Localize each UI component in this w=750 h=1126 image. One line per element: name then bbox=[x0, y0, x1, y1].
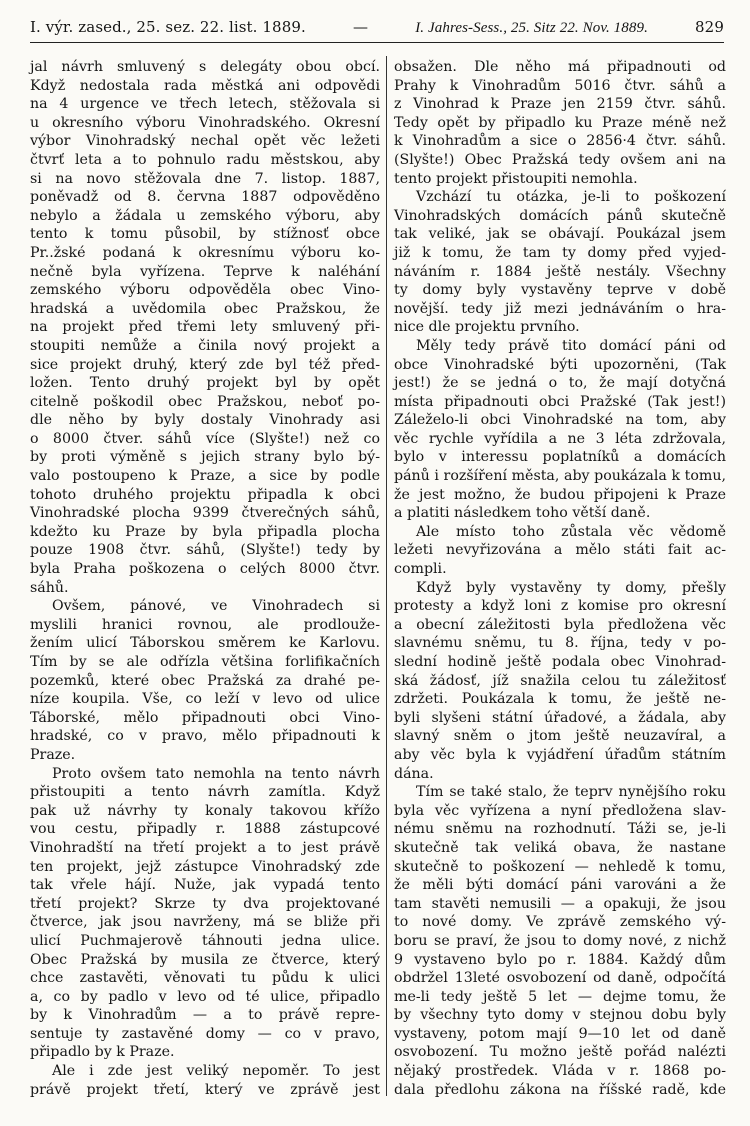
right-column bbox=[394, 58, 726, 1099]
text-line: skutečně tak veliká obava, že nastane bbox=[394, 839, 726, 856]
text-line: sentuje ty zastavěné domy — co v pravo, bbox=[30, 1025, 380, 1042]
text-line: slavný sněm o jtom ještě neuzavíral, a bbox=[394, 728, 726, 745]
text-line: nečně byla vyřízena. Teprve k naléhání bbox=[30, 263, 380, 280]
text-line: obsažen. Dle něho má připadnouti od bbox=[394, 59, 726, 75]
text-line: vystaveny, potom mají 9—10 let od daně bbox=[394, 1025, 726, 1042]
text-line: čtverce, jak jsou navrženy, má se bliže při bbox=[30, 914, 380, 931]
text-line: Proto ovšem tato nemohla na tento návrh bbox=[52, 765, 380, 782]
text-line: zemského výboru odpověděla obec Vino- bbox=[30, 282, 380, 299]
text-line: nice dle projektu prvního. bbox=[394, 319, 580, 336]
text-line: třetí projekt? Skrze ty dva projektované bbox=[30, 895, 380, 912]
text-line: a platiti následkem toho větší daně. bbox=[394, 505, 651, 522]
text-line: Vzchází tu otázka, je-li to poškození bbox=[416, 189, 726, 206]
text-line: jal návrh smluvený s delegáty obou obcí. bbox=[30, 59, 380, 75]
text-line: náváním r. 1884 ještě nestály. Všechny bbox=[394, 263, 726, 280]
text-line: me-li tedy ještě 5 let — dejme tomu, že bbox=[394, 988, 726, 1005]
left-column bbox=[30, 58, 380, 1099]
text-line: tento projekt přistoupiti nemohla. bbox=[394, 170, 638, 187]
running-header bbox=[30, 16, 724, 39]
header-left: I. výr. zased., 25. sez. 22. list. 1889. bbox=[30, 18, 306, 36]
text-line: žením ulicí Táborskou směrem ke Karlovu. bbox=[30, 635, 380, 652]
header-separator: — bbox=[352, 18, 369, 36]
text-line: a obecní záležitosti byla předložena věc bbox=[394, 616, 726, 633]
text-line: Obec Pražská by musila ze čtverce, který bbox=[30, 951, 380, 968]
text-line: Když nedostala rada městká ani odpovědi bbox=[30, 77, 380, 94]
text-line: o 8000 čtver. sáhů více (Slyšte!) než co bbox=[30, 430, 380, 447]
text-line: Ovšem, pánové, ve Vinohradech si bbox=[52, 598, 380, 615]
text-line: přistoupiti a tento návrh zamítla. Když bbox=[30, 784, 380, 801]
text-line: Táborské, mělo připadnouti obci Vino- bbox=[30, 709, 380, 726]
text-line: Vinohradští na třetí projekt a to jest právě bbox=[30, 839, 380, 856]
text-line: sáhů. bbox=[30, 579, 69, 596]
text-line: aby věc byla k vyjádření úřadům státním bbox=[394, 746, 726, 763]
text-line: místa připadnouti obci Pražské (Tak jest!) bbox=[394, 393, 726, 410]
text-line: hradská a uvědomila obec Pražskou, že bbox=[30, 300, 380, 317]
text-line: obce Vinohradské býti upozorněni, (Tak bbox=[394, 356, 726, 373]
header-right: I. Jahres-Sess., 25. Sitz 22. Nov. 1889. bbox=[415, 20, 648, 36]
text-line: ložen. Tento druhý projekt byl by opět bbox=[30, 375, 380, 392]
text-line: sice projekt druhý, který zde byl též před- bbox=[30, 356, 380, 373]
text-line: (Slyšte!) Obec Pražská tedy ovšem ani na bbox=[394, 151, 726, 168]
text-line: poněvadž od 8. června 1887 odpověděno bbox=[30, 189, 380, 206]
text-line: již k tomu, že tam ty domy před vyjed- bbox=[394, 244, 726, 261]
text-line: by všechny tyto domy v stejnou dobu byly bbox=[394, 1007, 726, 1024]
text-line: Praze. bbox=[30, 746, 76, 763]
text-line: vou cestu, připadly r. 1888 zástupcové bbox=[30, 821, 380, 838]
text-line: obdržel 13leté osvobození od daně, odpočítá bbox=[394, 970, 726, 987]
text-line: chce zastavěti, věnovati tu půdu k ulici bbox=[30, 970, 380, 987]
text-line: hradské, co v pravo, mělo připadnouti k bbox=[30, 728, 380, 745]
text-line: Záleželo-li obci Vinohradské na tom, aby bbox=[394, 412, 726, 429]
text-line: boru se praví, že jsou to domy nové, z nichž bbox=[394, 932, 726, 949]
text-line: by proti výměně s jejich strany bylo bý- bbox=[30, 449, 380, 466]
text-line: Prahy k Vinohradům 5016 čtvr. sáhů a bbox=[394, 77, 726, 94]
text-line: k Vinohradům a sice o 2856·4 čtvr. sáhů. bbox=[394, 133, 726, 150]
text-line: a, co by padlo v levo od té ulice, připadlo bbox=[30, 988, 380, 1005]
text-line: Ale i zde jest veliký nepoměr. To jest bbox=[52, 1063, 380, 1080]
text-line: pozemků, které obec Pražská za drahé pe- bbox=[30, 672, 380, 689]
text-line: výbor Vinohradský nechal opět věc ležeti bbox=[30, 133, 380, 150]
page-number: 829 bbox=[695, 18, 724, 36]
text-line: Když byly vystavěny ty domy, přešly bbox=[416, 579, 726, 596]
text-line: tak veliké, jak se obávají. Poukázal jsem bbox=[394, 226, 726, 243]
text-line: Tím se také stalo, že teprv nynějšího roku bbox=[416, 784, 726, 801]
text-line: připadlo by k Praze. bbox=[30, 1044, 175, 1061]
text-line: kdežto ku Praze by byla připadla plocha bbox=[30, 523, 380, 540]
text-line: slední hodině ještě podala obec Vinohrad- bbox=[394, 654, 726, 670]
text-line: by k Vinohradům — a to právě repre- bbox=[30, 1007, 380, 1024]
text-line: že měli býti domácí páni varováni a že bbox=[394, 877, 726, 894]
text-line: čtvrť leta a to pohnulo radu městskou, aby bbox=[30, 151, 380, 168]
header-rule bbox=[30, 42, 724, 43]
text-line: valo postoupeno k Praze, a sice by podle bbox=[30, 468, 380, 485]
text-line: jest!) že se jedná o to, že mají dotyčná bbox=[394, 375, 726, 392]
text-line: Tím by se ale odřízla většina forlifikačních bbox=[30, 654, 380, 670]
text-line: ská žádosť, jíž snažila celou tu záležitosť bbox=[394, 672, 726, 689]
text-line: byli slyšeni státní úřadové, a žádala, aby bbox=[394, 709, 726, 726]
text-line: byla věc vyřízena a nyní předložena slav- bbox=[394, 802, 726, 819]
text-line: bylo v interessu poplatníků a domácích bbox=[394, 449, 726, 466]
text-line: stoupiti nemůže a činila nový projekt a bbox=[30, 337, 380, 354]
text-line: nějaký prostředek. Vláda v r. 1868 po- bbox=[394, 1063, 726, 1080]
text-line: Měly tedy právě tito domácí páni od bbox=[416, 337, 726, 354]
text-line: u okresního výboru Vinohradského. Okresní bbox=[30, 114, 380, 131]
text-line: z Vinohrad k Praze jen 2159 čtvr. sáhů. bbox=[394, 96, 726, 113]
text-line: pak už návrhy ty konaly takovou křížo bbox=[30, 802, 380, 819]
text-line: tak vřele hájí. Nuže, jak vypadá tento bbox=[30, 877, 380, 894]
text-line: ležeti nevyřizována a mělo státi fait ac- bbox=[394, 542, 726, 559]
text-line: tam stavěti nemusili — a opakuji, že jsou bbox=[394, 895, 726, 912]
text-line: na 4 urgence ve třech letech, stěžovala si bbox=[30, 96, 380, 113]
text-line: níze koupila. Vše, co leží v levo od ulice bbox=[30, 691, 380, 708]
text-line: zdržeti. Poukázala k tomu, že ještě ne- bbox=[394, 691, 726, 708]
text-line: si na novo stěžovala dne 7. listop. 1887, bbox=[30, 170, 380, 187]
text-line: novější. tedy již mezi jednáváním o hra- bbox=[394, 300, 726, 317]
text-line: ten projekt, jejž zástupce Vinohradský zde bbox=[30, 858, 380, 875]
text-line: dána. bbox=[394, 765, 434, 782]
text-line: skutečně to poškození — nehledě k tomu, bbox=[394, 858, 726, 875]
text-line: protesty a když loni z komise pro okresní bbox=[394, 598, 726, 615]
text-line: Ale místo toho zůstala věc vědomě bbox=[416, 523, 726, 540]
text-line: dle něho by byly dostaly Vinohrady asi bbox=[30, 412, 380, 429]
text-line: byla Praha poškozena o celých 8000 čtvr. bbox=[30, 561, 380, 578]
text-line: pouze 1908 čtvr. sáhů, (Slyšte!) tedy by bbox=[30, 542, 380, 559]
text-line: to nové domy. Ve zprávě zemského vý- bbox=[394, 914, 726, 931]
text-line: Vinohradské plocha 9399 čtverečných sáhů, bbox=[30, 505, 380, 522]
text-line: právě projekt třetí, který ve zprávě jest bbox=[30, 1081, 380, 1098]
text-line: věc rychle vyřídila a ne 3 léta zdržovala, bbox=[394, 430, 726, 447]
text-line: dala předlohu zákona na říšské radě, kde bbox=[394, 1081, 726, 1098]
text-line: nému sněmu na rozhodnutí. Táži se, je-li bbox=[394, 821, 726, 838]
text-line: Vinohradských domácích pánů skutečně bbox=[394, 207, 726, 224]
text-line: že jest možno, že budou připojeni k Praze bbox=[394, 486, 726, 503]
text-line: slavnému sněmu, tu 8. října, tedy v po- bbox=[394, 635, 726, 652]
text-line: osvobození. Tu možno ještě pořád nalézti bbox=[394, 1044, 726, 1061]
text-line: tento k tomu působil, by stížnosť obce bbox=[30, 226, 380, 243]
text-line: compli. bbox=[394, 561, 447, 578]
text-line: myslili hranici rovnou, ale prodlouže- bbox=[30, 616, 380, 633]
text-line: nebylo a žádala u zemského výboru, aby bbox=[30, 207, 380, 224]
text-line: ty domy byly vystavěny teprve v době bbox=[394, 282, 726, 299]
text-line: Tedy opět by připadlo ku Praze méně než bbox=[394, 114, 726, 131]
text-line: na projekt před třemi lety smluvený při- bbox=[30, 319, 380, 336]
text-line: 9 vystaveno bylo po r. 1884. Každý dům bbox=[394, 951, 726, 968]
text-line: ulicí Puchmajerově táhnouti jedna ulice. bbox=[30, 932, 380, 949]
text-line: Pr..žské podaná k okresnímu výboru ko- bbox=[30, 244, 380, 261]
text-line: pánů i rozšíření města, aby poukázala k tomu, bbox=[394, 468, 726, 485]
text-line: tohoto druhého projektu připadla k obci bbox=[30, 486, 380, 503]
column-divider bbox=[386, 56, 387, 1096]
text-line: citelně poškodil obec Pražskou, neboť po- bbox=[30, 393, 380, 410]
